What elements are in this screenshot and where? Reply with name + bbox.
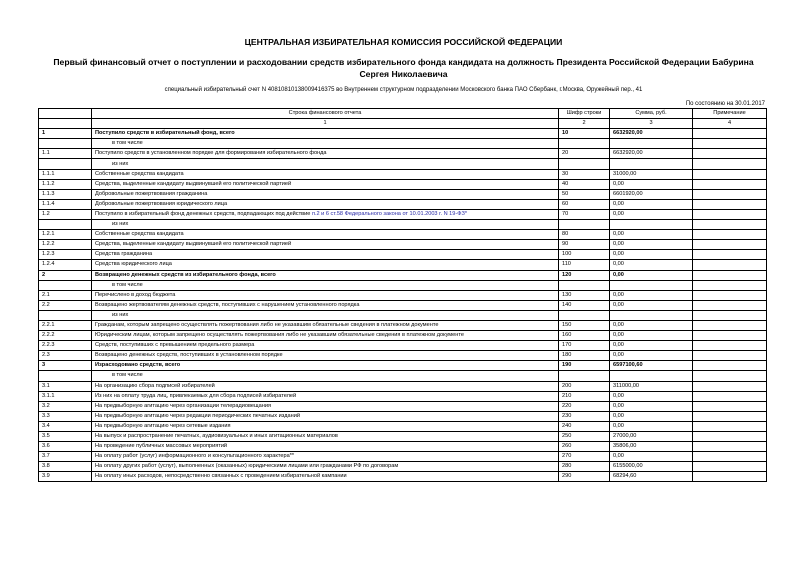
row-note <box>693 129 767 139</box>
row-number <box>39 310 92 320</box>
row-number: 3.9 <box>39 472 92 482</box>
row-name: Поступило средств в установленном порядке для формирования избирательного фонда <box>92 149 559 159</box>
row-number: 3.5 <box>39 432 92 442</box>
row-note <box>693 290 767 300</box>
row-sum: 6155000,00 <box>610 462 693 472</box>
row-sum: 68294,60 <box>610 472 693 482</box>
table-row <box>39 351 767 361</box>
table-row <box>39 260 767 270</box>
table-row <box>39 452 767 462</box>
row-name: Средства, выделенные кандидату выдвинувшей его политической партией <box>92 179 559 189</box>
header-num-cell <box>39 109 92 119</box>
row-note <box>693 149 767 159</box>
row-code: 180 <box>559 351 610 361</box>
table-row <box>39 371 767 381</box>
row-note <box>693 361 767 371</box>
row-name: На предвыборную агитацию через редакции периодических печатных изданий <box>92 411 559 421</box>
row-name: в том числе <box>92 280 559 290</box>
row-code: 60 <box>559 199 610 209</box>
row-name: Возвращено денежных средств, поступивших в установленном порядке <box>92 351 559 361</box>
table-row <box>39 361 767 371</box>
row-name: из них <box>92 310 559 320</box>
row-code <box>559 159 610 169</box>
row-sum: 0,00 <box>610 331 693 341</box>
row-number: 3.2 <box>39 401 92 411</box>
row-code: 140 <box>559 300 610 310</box>
row-note <box>693 139 767 149</box>
row-code: 250 <box>559 432 610 442</box>
row-sum: 6632920,00 <box>610 149 693 159</box>
row-name: На оплату других работ (услуг), выполненных (оказанных) юридическими лицами или гражданами РФ по договорам <box>92 462 559 472</box>
row-note <box>693 260 767 270</box>
row-note <box>693 270 767 280</box>
numbering-2: 2 <box>559 119 610 129</box>
row-name: Гражданам, которым запрещено осуществлять пожертвования либо не указавшим обязательные сведения в платежном документе <box>92 320 559 330</box>
table-row <box>39 290 767 300</box>
row-note <box>693 452 767 462</box>
row-number: 1.1.4 <box>39 199 92 209</box>
report-title-line2: Сергея Николаевича <box>359 69 448 79</box>
header-note: Примечание <box>693 109 767 119</box>
table-row <box>39 189 767 199</box>
row-note <box>693 169 767 179</box>
row-name: Из них на оплату труда лиц, привлекаемых для сбора подписей избирателей <box>92 391 559 401</box>
table-row <box>39 472 767 482</box>
row-code: 220 <box>559 401 610 411</box>
row-code: 200 <box>559 381 610 391</box>
row-note <box>693 462 767 472</box>
row-sum: 0,00 <box>610 179 693 189</box>
row-number: 2 <box>39 270 92 280</box>
table-row <box>39 381 767 391</box>
account-info: специальный избирательный счет N 40810810138009416375 во Внутреннем структурном подразделении Московского банка ПАО Сбербанк, г.Москва, Оружейный пер., 41 <box>164 87 643 93</box>
row-code: 50 <box>559 189 610 199</box>
row-sum: 0,00 <box>610 240 693 250</box>
row-name: Средства юридического лица <box>92 260 559 270</box>
row-sum <box>610 139 693 149</box>
row-name: из них <box>92 220 559 230</box>
row-note <box>693 240 767 250</box>
table-numbering-row <box>39 119 767 129</box>
row-name: На оплату иных расходов, непосредственно связанных с проведением избирательной кампании <box>92 472 559 482</box>
row-number: 3.4 <box>39 421 92 431</box>
row-note <box>693 472 767 482</box>
row-code: 160 <box>559 331 610 341</box>
numbering-3: 3 <box>610 119 693 129</box>
row-name: На проведение публичных массовых мероприятий <box>92 442 559 452</box>
row-code <box>559 139 610 149</box>
row-number <box>39 280 92 290</box>
row-code: 150 <box>559 320 610 330</box>
table-row <box>39 159 767 169</box>
header-sum: Сумма, руб. <box>610 109 693 119</box>
table-row <box>39 421 767 431</box>
header-code: Шифр строки <box>559 109 610 119</box>
table-row <box>39 341 767 351</box>
table-row <box>39 179 767 189</box>
row-code: 230 <box>559 411 610 421</box>
row-number: 1.1.1 <box>39 169 92 179</box>
row-sum: 35806,00 <box>610 442 693 452</box>
row-code <box>559 220 610 230</box>
row-sum: 0,00 <box>610 391 693 401</box>
table-row <box>39 331 767 341</box>
row-note <box>693 401 767 411</box>
report-title <box>30 56 777 80</box>
row-sum <box>610 220 693 230</box>
table-row <box>39 199 767 209</box>
row-number: 3.6 <box>39 442 92 452</box>
row-number: 1.2.3 <box>39 250 92 260</box>
numbering-1: 1 <box>92 119 559 129</box>
row-name: Средств, поступивших с превышением предельного размера <box>92 341 559 351</box>
header-name: Строка финансового отчета <box>92 109 559 119</box>
row-note <box>693 189 767 199</box>
row-note <box>693 199 767 209</box>
row-name: в том числе <box>92 371 559 381</box>
row-note <box>693 371 767 381</box>
row-name: Возвращено жертвователям денежных средств, поступивших с нарушением установленного порядка <box>92 300 559 310</box>
table-row <box>39 280 767 290</box>
row-note <box>693 411 767 421</box>
table-row <box>39 149 767 159</box>
row-name: Израсходовано средств, всего <box>92 361 559 371</box>
row-number: 1.2.2 <box>39 240 92 250</box>
row-number: 2.2.3 <box>39 341 92 351</box>
row-sum: 0,00 <box>610 341 693 351</box>
row-code: 270 <box>559 452 610 462</box>
row-note <box>693 159 767 169</box>
table-row <box>39 320 767 330</box>
row-number: 1.2.1 <box>39 230 92 240</box>
table-row <box>39 139 767 149</box>
table-row <box>39 230 767 240</box>
table-row <box>39 270 767 280</box>
row-code: 110 <box>559 260 610 270</box>
row-code: 80 <box>559 230 610 240</box>
report-title-line1: Первый финансовый отчет о поступлении и расходовании средств избирательного фонда кандидата на должность Президента Российской Федерации Бабурина <box>53 57 754 67</box>
row-number: 2.2.1 <box>39 320 92 330</box>
row-name: На предвыборную агитацию через сетевые издания <box>92 421 559 431</box>
row-code: 40 <box>559 179 610 189</box>
row-sum: 0,00 <box>610 290 693 300</box>
row-code: 100 <box>559 250 610 260</box>
row-number: 1.1 <box>39 149 92 159</box>
row-code: 290 <box>559 472 610 482</box>
table-row <box>39 220 767 230</box>
row-code <box>559 371 610 381</box>
row-sum: 0,00 <box>610 270 693 280</box>
row-sum <box>610 310 693 320</box>
row-note <box>693 351 767 361</box>
row-number <box>39 159 92 169</box>
row-code <box>559 280 610 290</box>
row-name: Средства гражданина <box>92 250 559 260</box>
table-row <box>39 401 767 411</box>
table-row <box>39 129 767 139</box>
table-row <box>39 169 767 179</box>
as-of-date: По состоянию на 30.01.2017 <box>685 101 765 107</box>
row-sum: 0,00 <box>610 300 693 310</box>
row-name: Средства, выделенные кандидату выдвинувшей его политической партией <box>92 240 559 250</box>
row-name: На выпуск и распространение печатных, аудиовизуальных и иных агитационных материалов <box>92 432 559 442</box>
row-number: 1.2.4 <box>39 260 92 270</box>
row-name: Добровольные пожертвования гражданина <box>92 189 559 199</box>
row-note <box>693 230 767 240</box>
row-number <box>39 371 92 381</box>
row-name: На организацию сбора подписей избирателей <box>92 381 559 391</box>
row-note <box>693 250 767 260</box>
row-note <box>693 280 767 290</box>
row-code: 210 <box>559 391 610 401</box>
row-sum: 0,00 <box>610 401 693 411</box>
table-header-row <box>39 109 767 119</box>
row-number <box>39 139 92 149</box>
row-number: 2.2.2 <box>39 331 92 341</box>
row-name: Собственные средства кандидата <box>92 169 559 179</box>
row-number: 2.3 <box>39 351 92 361</box>
table-row <box>39 462 767 472</box>
row-note <box>693 381 767 391</box>
row-number: 1.1.3 <box>39 189 92 199</box>
row-sum: 0,00 <box>610 199 693 209</box>
row-name <box>92 209 559 219</box>
row-sum <box>610 159 693 169</box>
table-row <box>39 300 767 310</box>
numbering-4: 4 <box>693 119 767 129</box>
row-name: из них <box>92 159 559 169</box>
row-sum: 6601920,00 <box>610 189 693 199</box>
row-code: 90 <box>559 240 610 250</box>
table-row <box>39 391 767 401</box>
row-note <box>693 179 767 189</box>
row-number: 3.3 <box>39 411 92 421</box>
row-name: На предвыборную агитацию через организации телерадиовещания <box>92 401 559 411</box>
row-name-text: Поступило в избирательный фонд денежных средств, подпадающих под действие <box>95 210 312 217</box>
table-row <box>39 240 767 250</box>
row-sum: 0,00 <box>610 421 693 431</box>
row-code: 260 <box>559 442 610 452</box>
row-sum: 6632920,00 <box>610 129 693 139</box>
row-sum: 0,00 <box>610 452 693 462</box>
row-number: 3.1 <box>39 381 92 391</box>
financial-report-table <box>38 108 767 482</box>
row-number <box>39 220 92 230</box>
row-code: 170 <box>559 341 610 351</box>
table-row <box>39 310 767 320</box>
row-number: 3.1.1 <box>39 391 92 401</box>
row-code: 130 <box>559 290 610 300</box>
row-name: Перечислено в доход бюджета <box>92 290 559 300</box>
table-row <box>39 209 767 219</box>
row-code: 190 <box>559 361 610 371</box>
row-name: в том числе <box>92 139 559 149</box>
row-code: 70 <box>559 209 610 219</box>
row-sum: 0,00 <box>610 209 693 219</box>
row-sum <box>610 280 693 290</box>
row-number: 1.1.2 <box>39 179 92 189</box>
table-row <box>39 432 767 442</box>
table-row <box>39 411 767 421</box>
row-name: Поступило средств в избирательный фонд, всего <box>92 129 559 139</box>
row-note <box>693 331 767 341</box>
row-code: 280 <box>559 462 610 472</box>
row-note <box>693 432 767 442</box>
row-number: 2.2 <box>39 300 92 310</box>
row-note <box>693 300 767 310</box>
row-name: На оплату работ (услуг) информационного и консультационного характера** <box>92 452 559 462</box>
row-note <box>693 341 767 351</box>
row-note <box>693 391 767 401</box>
row-code <box>559 310 610 320</box>
commission-title: ЦЕНТРАЛЬНАЯ ИЗБИРАТЕЛЬНАЯ КОМИССИЯ РОССИЙСКОЙ ФЕДЕРАЦИИ <box>244 37 563 47</box>
row-name: Добровольные пожертвования юридического лица <box>92 199 559 209</box>
table-row <box>39 442 767 452</box>
row-sum: 0,00 <box>610 411 693 421</box>
row-number: 3.7 <box>39 452 92 462</box>
row-note <box>693 320 767 330</box>
row-note <box>693 442 767 452</box>
row-sum: 31000,00 <box>610 169 693 179</box>
row-code: 20 <box>559 149 610 159</box>
row-name: Собственные средства кандидата <box>92 230 559 240</box>
row-sum: 0,00 <box>610 260 693 270</box>
row-name: Юридическим лицам, которым запрещено осуществлять пожертвования либо не указавшим обязательные сведения в платежном документе <box>92 331 559 341</box>
row-code: 120 <box>559 270 610 280</box>
numbering-blank <box>39 119 92 129</box>
row-code: 30 <box>559 169 610 179</box>
row-number: 1 <box>39 129 92 139</box>
row-sum: 311000,00 <box>610 381 693 391</box>
row-note <box>693 209 767 219</box>
row-number: 1.2 <box>39 209 92 219</box>
row-sum: 6597100,60 <box>610 361 693 371</box>
row-number: 3.8 <box>39 462 92 472</box>
table-row <box>39 250 767 260</box>
row-note <box>693 421 767 431</box>
row-number: 3 <box>39 361 92 371</box>
row-note <box>693 220 767 230</box>
row-code: 10 <box>559 129 610 139</box>
law-reference-link[interactable]: п.2 и 6 ст.58 Федерального закона от 10.01.2003 г. N 19-ФЗ* <box>311 210 468 217</box>
row-number: 2.1 <box>39 290 92 300</box>
row-note <box>693 310 767 320</box>
row-name: Возвращено денежных средств из избирательного фонда, всего <box>92 270 559 280</box>
row-code: 240 <box>559 421 610 431</box>
row-sum: 0,00 <box>610 320 693 330</box>
row-sum: 27000,00 <box>610 432 693 442</box>
row-sum: 0,00 <box>610 230 693 240</box>
row-sum <box>610 371 693 381</box>
row-sum: 0,00 <box>610 351 693 361</box>
row-sum: 0,00 <box>610 250 693 260</box>
